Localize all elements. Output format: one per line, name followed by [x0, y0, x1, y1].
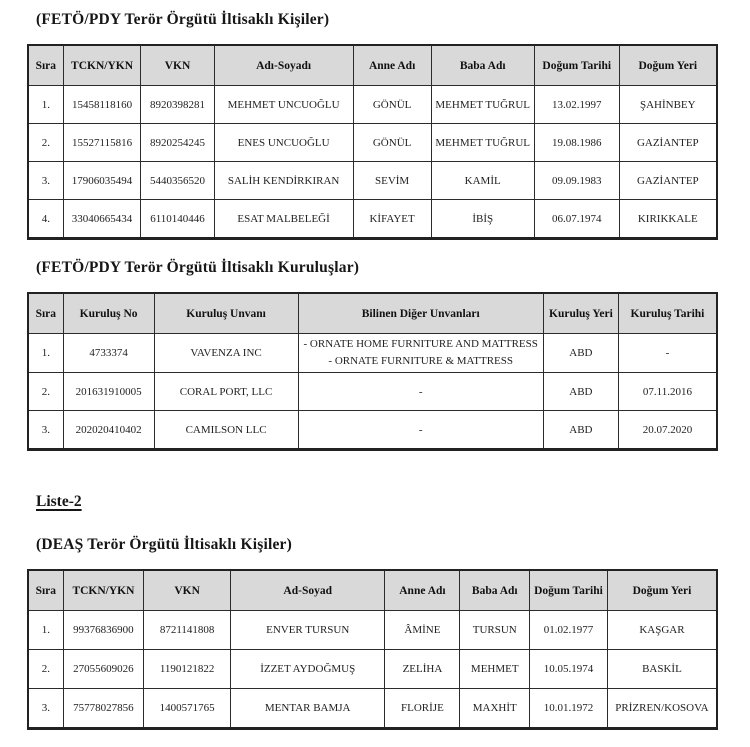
- column-header: Anne Adı: [353, 45, 431, 86]
- table-cell: 2.: [28, 124, 63, 162]
- column-header: Anne Adı: [385, 570, 460, 611]
- table-cell: 09.09.1983: [534, 162, 619, 200]
- table-cell: 4733374: [63, 334, 154, 373]
- column-header: Baba Adı: [460, 570, 530, 611]
- table-cell: GAZİANTEP: [619, 162, 717, 200]
- section2-title: (FETÖ/PDY Terör Örgütü İltisaklı Kuruluşlar): [36, 259, 360, 276]
- table-cell: 07.11.2016: [618, 373, 717, 411]
- section3-title: (DEAŞ Terör Örgütü İltisaklı Kişiler): [36, 536, 292, 554]
- table-row: [28, 411, 717, 450]
- table-cell: FLORİJE: [385, 689, 460, 729]
- column-header: Doğum Tarihi: [530, 570, 608, 611]
- column-header: Kuruluş No: [63, 293, 154, 334]
- table-cell: 1400571765: [144, 689, 231, 729]
- cell-line: - ORNATE FURNITURE & MATTRESS: [328, 355, 513, 368]
- table-cell: MAXHİT: [460, 689, 530, 729]
- column-header: Kuruluş Unvanı: [154, 293, 298, 334]
- table-cell: GÖNÜL: [353, 124, 431, 162]
- table-cell: ESAT MALBELEĞİ: [214, 200, 353, 239]
- table-cell: 201631910005: [63, 373, 154, 411]
- table-row: [28, 200, 717, 239]
- table-cell: BASKİL: [607, 650, 717, 689]
- table-cell: 01.02.1977: [530, 611, 608, 650]
- table-cell: İBİŞ: [431, 200, 534, 239]
- table-cell: ÂMİNE: [385, 611, 460, 650]
- table-cell: 202020410402: [63, 411, 154, 450]
- feto-organizations-table: [27, 292, 718, 451]
- table-cell: KAŞGAR: [607, 611, 717, 650]
- table-cell: 5440356520: [141, 162, 214, 200]
- table-cell: ENES UNCUOĞLU: [214, 124, 353, 162]
- table-cell: 4.: [28, 200, 63, 239]
- table-row: [28, 650, 717, 689]
- table-cell: 13.02.1997: [534, 86, 619, 124]
- table-cell: 2.: [28, 650, 63, 689]
- table-cell: 8920398281: [141, 86, 214, 124]
- table-cell: 1190121822: [144, 650, 231, 689]
- table-cell: 33040665434: [63, 200, 141, 239]
- header-row: [28, 45, 717, 86]
- table-cell: MEHMET UNCUOĞLU: [214, 86, 353, 124]
- cell-line: - ORNATE HOME FURNITURE AND MATTRESS: [303, 338, 538, 350]
- table-cell: SALİH KENDİRKIRAN: [214, 162, 353, 200]
- table-row: [28, 86, 717, 124]
- table-cell: 15527115816: [63, 124, 141, 162]
- table-cell: 8920254245: [141, 124, 214, 162]
- table-cell: ABD: [543, 334, 618, 373]
- table-cell: CORAL PORT, LLC: [154, 373, 298, 411]
- table-cell: 20.07.2020: [618, 411, 717, 450]
- table-cell: 19.08.1986: [534, 124, 619, 162]
- table-cell: 75778027856: [63, 689, 144, 729]
- table-cell: İZZET AYDOĞMUŞ: [231, 650, 385, 689]
- table-cell: KİFAYET: [353, 200, 431, 239]
- header-row: [28, 293, 717, 334]
- table-cell: ENVER TURSUN: [231, 611, 385, 650]
- table-cell: GAZİANTEP: [619, 124, 717, 162]
- table-cell: ABD: [543, 411, 618, 450]
- table-cell: 8721141808: [144, 611, 231, 650]
- table-row: [28, 373, 717, 411]
- table-cell: 99376836900: [63, 611, 144, 650]
- table-cell: 3.: [28, 411, 63, 450]
- table-cell: -: [298, 411, 543, 450]
- table-cell: ABD: [543, 373, 618, 411]
- column-header: Doğum Tarihi: [534, 45, 619, 86]
- table-cell: 10.05.1974: [530, 650, 608, 689]
- column-header: Adı-Soyadı: [214, 45, 353, 86]
- table-cell: 1.: [28, 334, 63, 373]
- table-cell: MENTAR BAMJA: [231, 689, 385, 729]
- feto-persons-table: [27, 44, 718, 240]
- column-header: TCKN/YKN: [63, 45, 141, 86]
- column-header: Sıra: [28, 293, 63, 334]
- column-header: Sıra: [28, 570, 63, 611]
- table-cell: 2.: [28, 373, 63, 411]
- table-cell: 1.: [28, 86, 63, 124]
- table-cell: 3.: [28, 162, 63, 200]
- table-cell: MEHMET TUĞRUL: [431, 124, 534, 162]
- section1-title: (FETÖ/PDY Terör Örgütü İltisaklı Kişiler): [36, 11, 330, 28]
- table-row: [28, 611, 717, 650]
- table-cell: KIRIKKALE: [619, 200, 717, 239]
- table-cell: -: [618, 334, 717, 373]
- table-cell: 3.: [28, 689, 63, 729]
- column-header: VKN: [141, 45, 214, 86]
- liste2-label: Liste-2: [36, 493, 82, 511]
- table-cell: CAMILSON LLC: [154, 411, 298, 450]
- table-cell: 27055609026: [63, 650, 144, 689]
- column-header: Kuruluş Yeri: [543, 293, 618, 334]
- table-cell: 17906035494: [63, 162, 141, 200]
- table-cell: -: [298, 373, 543, 411]
- header-row: [28, 570, 717, 611]
- table-cell: PRİZREN/KOSOVA: [607, 689, 717, 729]
- column-header: Kuruluş Tarihi: [618, 293, 717, 334]
- deas-persons-table: [27, 569, 718, 730]
- table-cell: 10.01.1972: [530, 689, 608, 729]
- column-header: Doğum Yeri: [607, 570, 717, 611]
- column-header: Baba Adı: [431, 45, 534, 86]
- table-cell: 15458118160: [63, 86, 141, 124]
- table-cell: KAMİL: [431, 162, 534, 200]
- table-cell: VAVENZA INC: [154, 334, 298, 373]
- column-header: Bilinen Diğer Unvanları: [298, 293, 543, 334]
- table-cell: MEHMET: [460, 650, 530, 689]
- table-cell: GÖNÜL: [353, 86, 431, 124]
- table-cell: 06.07.1974: [534, 200, 619, 239]
- column-header: VKN: [144, 570, 231, 611]
- table-cell: ŞAHİNBEY: [619, 86, 717, 124]
- table-row: [28, 334, 717, 373]
- column-header: TCKN/YKN: [63, 570, 144, 611]
- table-row: [28, 689, 717, 729]
- table-cell: 1.: [28, 611, 63, 650]
- table-cell: ZELİHA: [385, 650, 460, 689]
- table-cell: MEHMET TUĞRUL: [431, 86, 534, 124]
- column-header: Sıra: [28, 45, 63, 86]
- table-cell: [298, 334, 543, 373]
- table-row: [28, 162, 717, 200]
- table-cell: 6110140446: [141, 200, 214, 239]
- table-cell: SEVİM: [353, 162, 431, 200]
- column-header: Ad-Soyad: [231, 570, 385, 611]
- table-row: [28, 124, 717, 162]
- column-header: Doğum Yeri: [619, 45, 717, 86]
- table-cell: TURSUN: [460, 611, 530, 650]
